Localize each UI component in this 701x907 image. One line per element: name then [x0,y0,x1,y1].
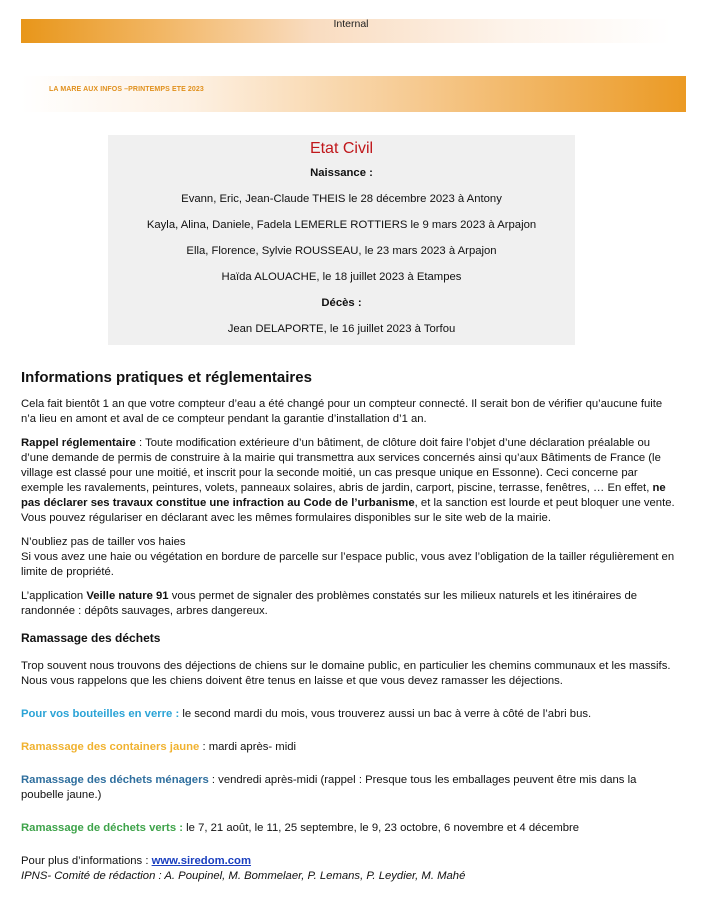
naissance-entry: Evann, Eric, Jean-Claude THEIS le 28 décembre 2023 à Antony [181,193,502,205]
haies-text: Si vous avez une haie ou végétation en bordure de parcelle sur l’espace public, vous avez l’obligation de la tailler régulièrement en limite de propriété. [21,551,675,578]
etat-civil-title: Etat Civil [309,140,374,157]
classification-bar [21,19,671,43]
etat-civil-box [108,135,575,345]
deces-heading: Décès : [321,297,362,309]
newsletter-title: LA MARE AUX INFOS –PRINTEMPS ETE 2023 [49,86,204,93]
verre-label: Pour vos bouteilles en verre : [21,708,180,720]
plus-info-label: Pour plus d’informations : [21,855,152,867]
jaune-label: Ramassage des containers jaune [21,741,200,753]
menagers-paragraph [21,773,676,803]
classification-label: Internal [333,18,369,30]
rappel-paragraph [21,436,676,526]
naissance-entry: Kayla, Alina, Daniele, Fadela LEMERLE ROTTIERS le 9 mars 2023 à Arpajon [146,219,537,231]
rappel-bold: ne pas déclarer ses travaux constitue une infraction au Code de l’urbanisme [21,482,666,509]
verre-paragraph [21,707,676,722]
menagers-text: : vendredi après-midi (rappel : Presque tous les emballages peuvent être mis dans la poubelle jaune.) [21,774,637,801]
ramassage-intro: Trop souvent nous trouvons des déjections de chiens sur le domaine public, en particulier les chemins communaux et les massifs. Nous vous rappelons que les chiens doivent être tenus en laisse et que vous devez ramasser les déjections. [21,660,671,687]
compteur-paragraph: Cela fait bientôt 1 an que votre compteur d’eau a été changé pour un compteur connecté. Il serait bon de vérifier qu’aucune fuite n’a lieu en amont et aval de ce compteur pendant la garantie d’installation d’1 an. [21,398,663,425]
ramassage-heading: Ramassage des déchets [21,631,161,645]
naissance-entry: Ella, Florence, Sylvie ROUSSEAU, le 23 mars 2023 à Arpajon [186,245,497,257]
website-link[interactable]: www.siredom.com [151,855,252,867]
ipns-credits: IPNS- Comité de rédaction : A. Poupinel, M. Bommelaer, P. Lemans, P. Leydier, M. Mahé [21,870,466,882]
veille-text-end: vous permet de signaler des problèmes constatés sur les milieux naturels et les itinéraires de randonnée : dépôts sauvages, arbres dangereux. [21,590,638,617]
veille-app-name: Veille nature 91 [86,590,169,602]
jaune-text: : mardi après- midi [199,741,297,753]
main-content [21,397,676,884]
deces-entry: Jean DELAPORTE, le 16 juillet 2023 à Torfou [227,323,456,335]
verts-text: le 7, 21 août, le 11, 25 septembre, le 9, 23 octobre, 6 novembre et 4 décembre [183,822,580,834]
verre-text: le second mardi du mois, vous trouverez aussi un bac à verre à côté de l’abri bus. [179,708,592,720]
verts-label: Ramassage de déchets verts : [21,822,184,834]
veille-paragraph [21,589,676,619]
verts-paragraph [21,821,676,836]
rappel-label: Rappel réglementaire [21,437,136,449]
rappel-text-end: , et la sanction est lourde et peut bloquer une vente. Vous pouvez régulariser en déclarant avec les mêmes formulaires disponibles sur le site web de la mairie. [21,497,675,524]
jaune-paragraph [21,740,676,755]
infos-heading: Informations pratiques et réglementaires [21,369,312,386]
naissance-heading: Naissance : [310,167,373,179]
footer-info [21,854,676,884]
haies-paragraph [21,535,676,580]
menagers-label: Ramassage des déchets ménagers [21,774,209,786]
naissance-entry: Haïda ALOUACHE, le 18 juillet 2023 à Etampes [221,271,462,283]
veille-text: L’application [21,590,87,602]
newsletter-header [21,76,686,112]
rappel-text: : Toute modification extérieure d’un bâtiment, de clôture doit faire l’objet d’une déclaration préalable ou d’une demande de permis de construire à la mairie qui transmettra aux services concernés ainsi qu’aux Bâtiments de France (le village est classé pour une moitié, et inscrit pour la seconde moitié, un cas presque unique en Essonne). Ceci concerne par exemple les ravalements, peintures, volets, panneaux solaires, abris de jardin, carport, piscine, terrasse, fenêtres, … En effet, [21,437,661,494]
haies-title: N’oubliez pas de tailler vos haies [21,536,186,548]
